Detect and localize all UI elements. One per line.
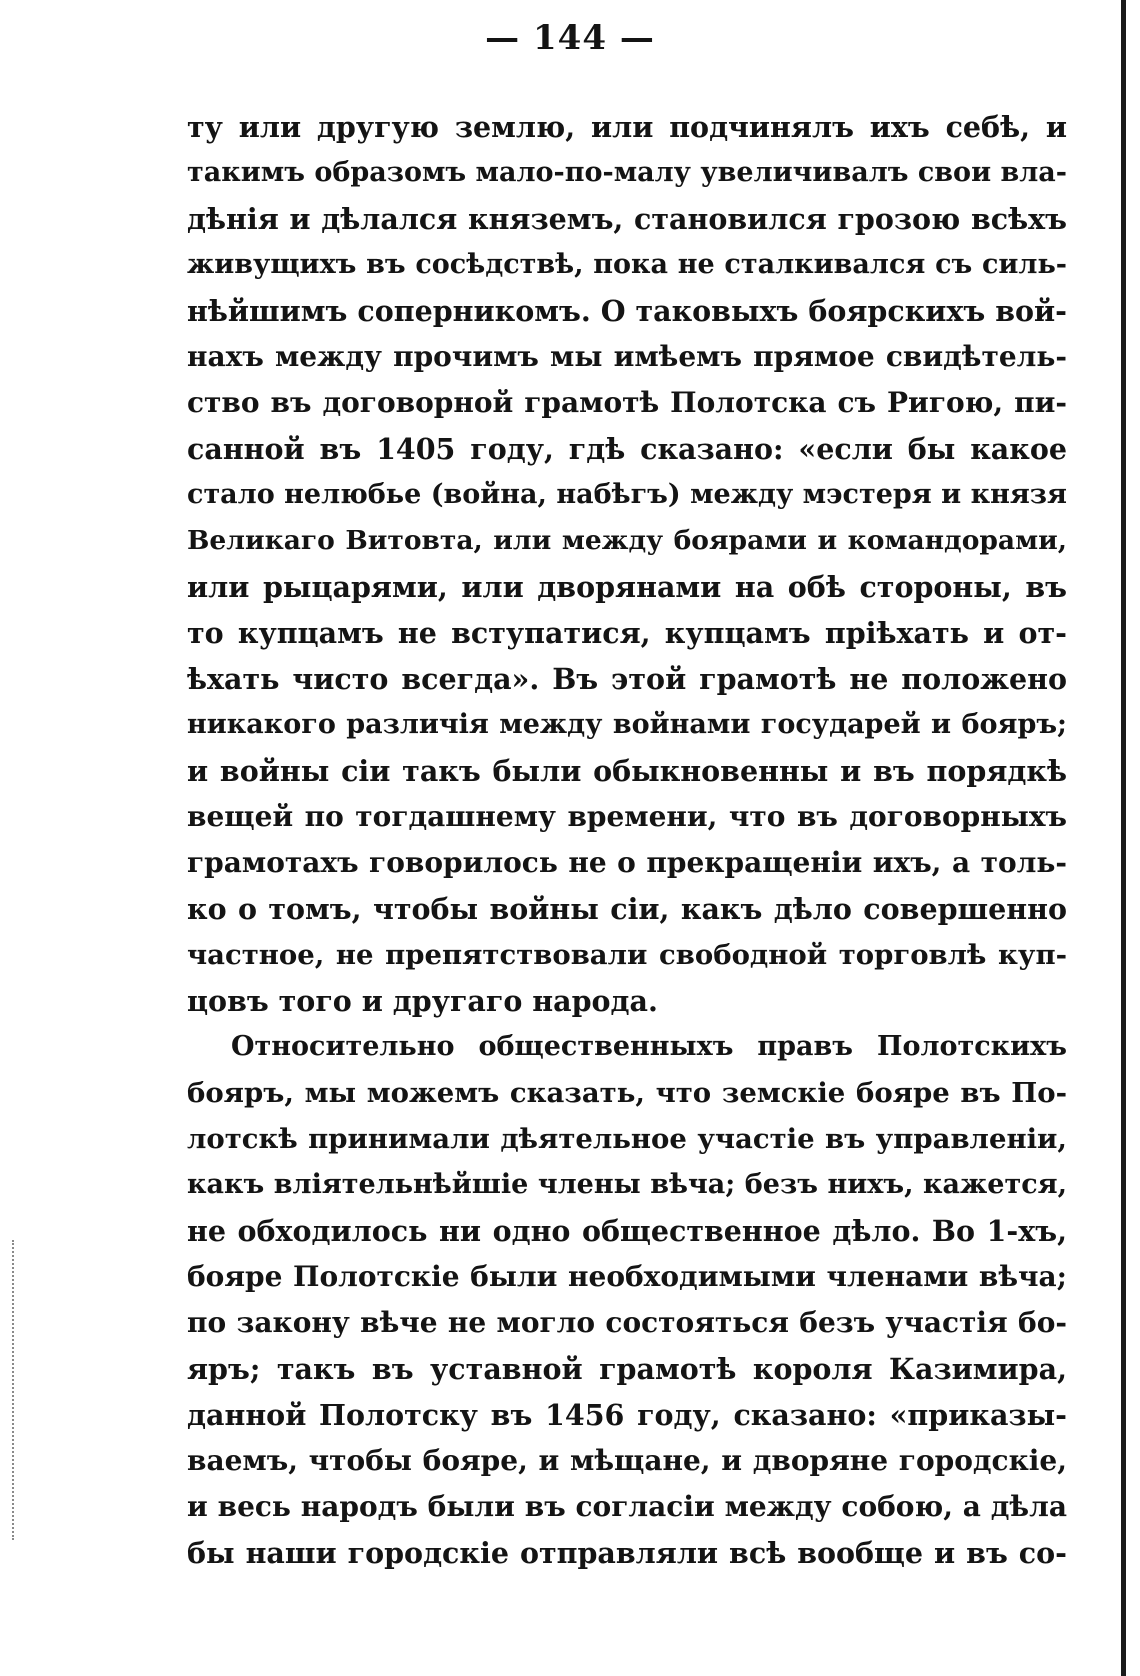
text-line: бы наши городскіе отправляли всѣ вообще и въ со- [187, 1536, 1067, 1570]
margin-marks [12, 1240, 20, 1540]
text-line: живущихъ въ сосѣдствѣ, пока не сталкивался съ силь- [187, 249, 1067, 280]
text-line: то купцамъ не вступатися, купцамъ пріѣхать и от- [187, 616, 1067, 650]
text-line: вещей по тогдашнему времени, что въ договорныхъ [187, 800, 1067, 833]
text-line: не обходилось ни одно общественное дѣло. Во 1-хъ, [187, 1214, 1067, 1248]
text-line: частное, не препятствовали свободной торговлѣ куп- [187, 939, 1067, 971]
text-line: бояръ, мы можемъ сказать, что земскіе бояре въ По- [187, 1077, 1067, 1109]
text-line: санной въ 1405 году, гдѣ сказано: «если бы какое [187, 432, 1067, 466]
text-line: яръ; такъ въ уставной грамотѣ короля Казимира, [187, 1352, 1067, 1386]
text-line: ту или другую землю, или подчинялъ ихъ себѣ, и [187, 110, 1067, 144]
text-line: Относительно общественныхъ правъ Полотскихъ [231, 1031, 1067, 1062]
text-line: бояре Полотскіе были необходимыми членами вѣча; [187, 1260, 1067, 1293]
body-text [187, 104, 1067, 1576]
page-number: — 144 — [485, 18, 655, 58]
text-line: и весь народъ были въ согласіи между собою, а дѣла [187, 1490, 1067, 1523]
text-line: Великаго Витовта, или между боярами и командорами, [187, 525, 1067, 556]
text-line: по закону вѣче не могло состояться безъ участія бо- [187, 1306, 1067, 1339]
text-line: ѣхать чисто всегда». Въ этой грамотѣ не положено [187, 662, 1067, 696]
text-line: ство въ договорной грамотѣ Полотска съ Ригою, пи- [187, 386, 1067, 419]
text-line: и войны сіи такъ были обыкновенны и въ порядкѣ [187, 754, 1067, 788]
text-line: ко о томъ, чтобы войны сіи, какъ дѣло совершенно [187, 892, 1067, 926]
text-line: никакого различія между войнами государей и бояръ; [187, 709, 1067, 740]
text-line: такимъ образомъ мало-по-малу увеличивалъ свои вла- [187, 157, 1067, 188]
text-line: дѣнія и дѣлался княземъ, становился грозою всѣхъ [187, 202, 1067, 236]
text-line: какъ вліятельнѣйшіе члены вѣча; безъ нихъ, кажется, [187, 1169, 1067, 1200]
text-line: нахъ между прочимъ мы имѣемъ прямое свидѣтель- [187, 340, 1067, 373]
text-line: данной Полотску въ 1456 году, сказано: «приказы- [187, 1398, 1067, 1432]
text-line: стало нелюбье (война, набѣгъ) между мэстеря и князя [187, 479, 1067, 510]
text-line: грамотахъ говорилось не о прекращеніи ихъ, а толь- [187, 846, 1067, 879]
text-line: лотскѣ принимали дѣятельное участіе въ управленіи, [187, 1123, 1067, 1155]
text-line: ваемъ, чтобы бояре, и мѣщане, и дворяне городскіе, [187, 1444, 1067, 1477]
text-line: или рыцарями, или дворянами на обѣ стороны, въ [187, 570, 1067, 604]
text-line: цовъ того и другаго народа. [187, 984, 658, 1018]
text-line: нѣйшимъ соперникомъ. О таковыхъ боярскихъ вой- [187, 294, 1067, 328]
page-edge-shadow [1121, 0, 1126, 1676]
